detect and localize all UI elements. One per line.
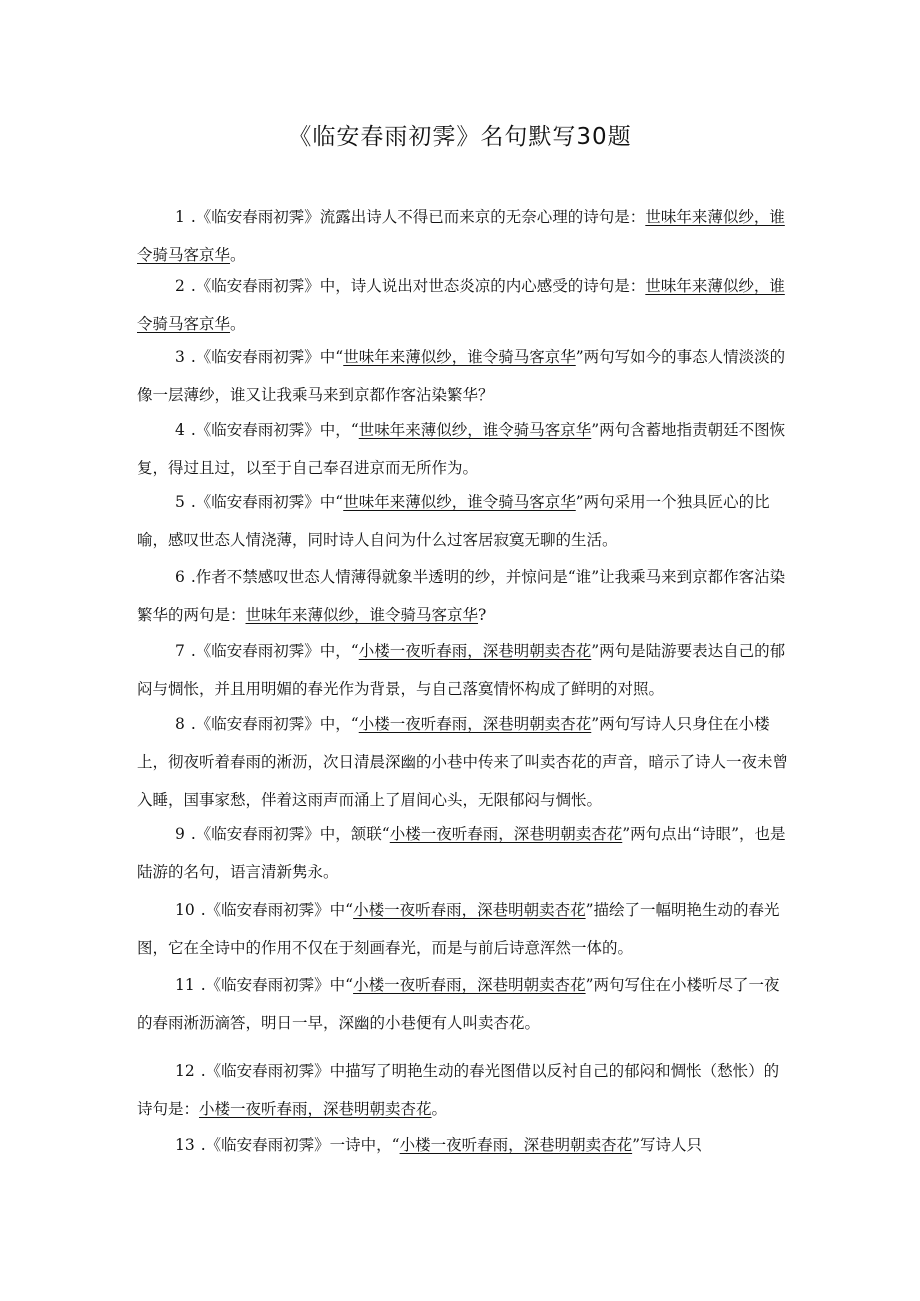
- question-number: 1: [175, 208, 185, 226]
- question-number: 9: [175, 825, 185, 843]
- question-item: [137, 891, 792, 967]
- question-tail: 。: [230, 246, 246, 264]
- question-tail: ”两句写如今的事态人情淡淡的像一层薄纱，谁又让我乘马来到京都作客沾染繁华？: [137, 348, 786, 404]
- question-tail: ?: [478, 606, 487, 624]
- question-number: 8: [175, 715, 185, 733]
- question-item: [137, 267, 792, 343]
- document-title: 《临安春雨初霁》名句默写30题: [288, 124, 632, 150]
- question-item: [137, 483, 792, 559]
- question-number: 7: [175, 642, 185, 660]
- question-text: .《临安春雨初霁》中，“: [190, 642, 359, 660]
- question-number: 12: [175, 1062, 195, 1080]
- question-tail: ”两句采用一个独具匠心的比喻，感叹世态人情浇薄，同时诗人自问为什么过客居寂寞无聊的生活。: [137, 493, 770, 549]
- answer-text: 世味年来薄似纱，谁令骑马客京华: [358, 421, 592, 439]
- question-text: .《临安春雨初霁》中“: [200, 901, 354, 919]
- question-text: .《临安春雨初霁》中，“: [190, 421, 359, 439]
- answer-text: 小楼一夜听春雨，深巷明朝卖杏花: [199, 1100, 432, 1118]
- question-item: [137, 1126, 792, 1164]
- answer-text: 世味年来薄似纱，谁令骑马客京华: [137, 277, 785, 333]
- question-tail: ”描绘了一幅明艳生动的春光图，它在全诗中的作用不仅在于刻画春光，而是与前后诗意浑然一体的。: [137, 901, 780, 957]
- question-text: .《临安春雨初霁》中，诗人说出对世态炎凉的内心感受的诗句是：: [190, 277, 646, 295]
- question-number: 2: [175, 277, 185, 295]
- question-number: 11: [175, 976, 195, 994]
- question-text: .作者不禁感叹世态人情薄得就象半透明的纱，并惊问是“谁”让我乘马来到京都作客沾染繁华的两句是：: [137, 568, 786, 624]
- question-tail: 。: [230, 315, 246, 333]
- answer-text: 小楼一夜听春雨，深巷明朝卖杏花: [358, 715, 592, 733]
- question-text: .《临安春雨初霁》流露出诗人不得已而来京的无奈心理的诗句是：: [190, 208, 646, 226]
- question-text: .《临安春雨初霁》中，颔联“: [190, 825, 390, 843]
- question-item: [137, 198, 792, 274]
- question-text: .《临安春雨初霁》一诗中，“: [200, 1136, 400, 1154]
- question-tail: ”两句写诗人只身住在小楼上，彻夜听着春雨的淅沥，次日清晨深幽的小巷中传来了叫卖杏花的声音，暗示了诗人一夜未曾入睡，国事家愁，伴着这雨声而涌上了眉间心头，无限郁闷与惆怅。: [137, 715, 789, 809]
- question-text: .《临安春雨初霁》中“: [190, 493, 344, 511]
- question-text: .《临安春雨初霁》中“: [200, 976, 354, 994]
- question-item: [137, 632, 792, 708]
- question-item: [137, 338, 792, 414]
- answer-text: 小楼一夜听春雨，深巷明朝卖杏花: [353, 901, 586, 919]
- question-text: .《临安春雨初霁》中“: [190, 348, 344, 366]
- answer-text: 世味年来薄似纱，谁令骑马客京华: [137, 208, 785, 264]
- question-tail: ”写诗人只: [632, 1136, 703, 1154]
- answer-text: 小楼一夜听春雨，深巷明朝卖杏花: [389, 825, 623, 843]
- answer-text: 小楼一夜听春雨，深巷明朝卖杏花: [358, 642, 592, 660]
- question-tail: ”两句是陆游要表达自己的郁闷与惆怅，并且用明媚的春光作为背景，与自己落寞情怀构成了鲜明的对照。: [137, 642, 786, 698]
- question-item: [137, 411, 792, 487]
- question-number: 10: [175, 901, 195, 919]
- answer-text: 世味年来薄似纱，谁令骑马客京华: [343, 348, 576, 366]
- question-text: .《临安春雨初霁》中，“: [190, 715, 359, 733]
- question-tail: ”两句含蓄地指责朝廷不图恢复，得过且过，以至于自己奉召进京而无所作为。: [137, 421, 786, 477]
- answer-text: 世味年来薄似纱，谁令骑马客京华: [343, 493, 576, 511]
- question-tail: ”两句写住在小楼听尽了一夜的春雨淅沥滴答，明日一早，深幽的小巷便有人叫卖杏花。: [137, 976, 780, 1032]
- question-text: .《临安春雨初霁》中描写了明艳生动的春光图借以反衬自己的郁闷和惆怅（愁怅）的诗句是：: [137, 1062, 780, 1118]
- question-number: 4: [175, 421, 185, 439]
- question-item: [137, 705, 792, 819]
- question-item: [137, 815, 792, 891]
- question-item: [137, 558, 792, 634]
- question-number: 6: [175, 568, 185, 586]
- answer-text: 世味年来薄似纱，谁令骑马客京华: [245, 606, 479, 624]
- question-item: [137, 966, 792, 1042]
- question-number: 5: [175, 493, 185, 511]
- answer-text: 小楼一夜听春雨，深巷明朝卖杏花: [353, 976, 586, 994]
- question-tail: ”两句点出“诗眼”，也是陆游的名句，语言清新隽永。: [137, 825, 786, 881]
- question-number: 13: [175, 1136, 195, 1154]
- answer-text: 小楼一夜听春雨，深巷明朝卖杏花: [399, 1136, 633, 1154]
- question-number: 3: [175, 348, 185, 366]
- question-item: [137, 1052, 792, 1128]
- question-tail: 。: [431, 1100, 448, 1118]
